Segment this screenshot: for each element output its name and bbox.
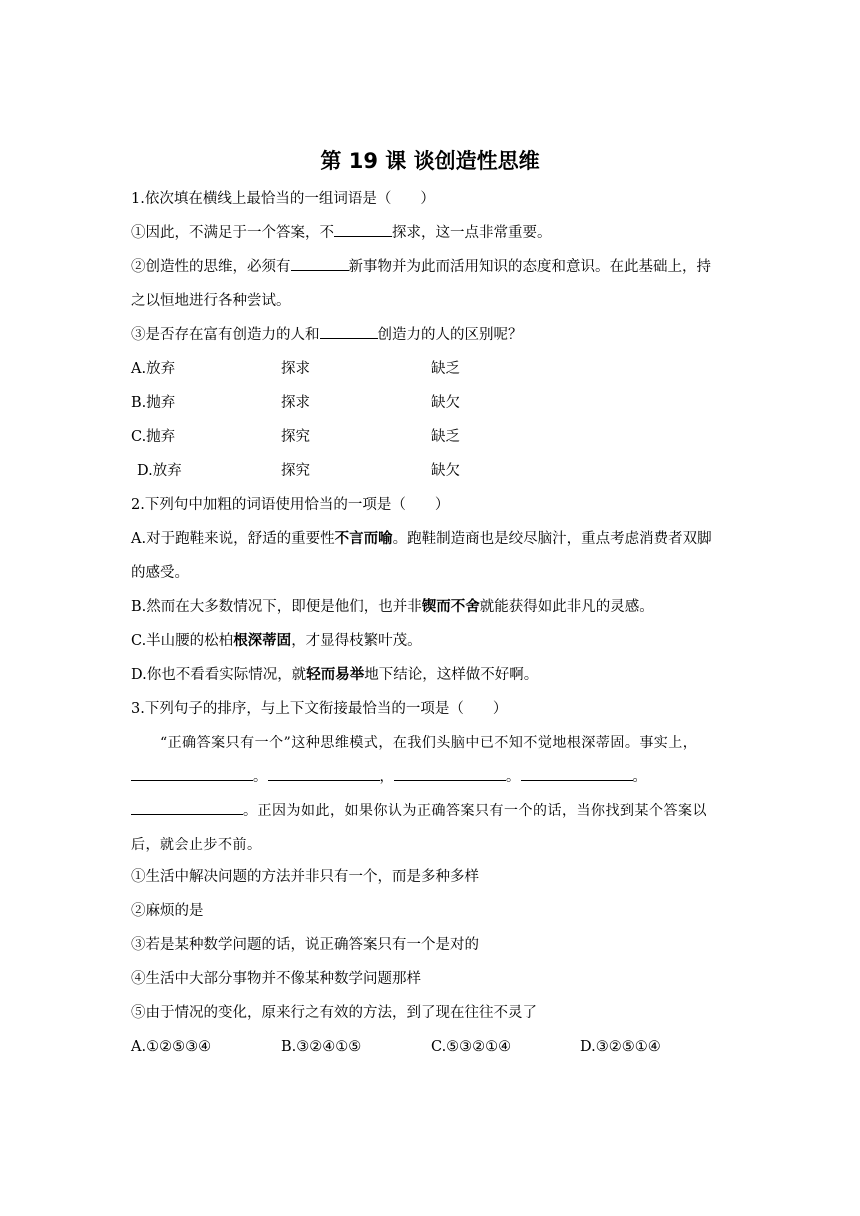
q3-passage-line-2: [131, 766, 741, 788]
q2-stem: 2.下列句中加粗的词语使用恰当的一项是（ ）: [131, 497, 450, 513]
q1-s3-pre: ③是否存在富有创造力的人和: [131, 327, 320, 343]
q1-s2-post: 新事物并为此而活用知识的态度和意识。在此基础上，持: [348, 259, 711, 275]
q2-c-bold-term: 根深蒂固: [233, 633, 292, 649]
q2-option-b[interactable]: [131, 596, 741, 618]
answer-blank[interactable]: [334, 222, 392, 237]
q2-b-bold-term: 锲而不舍: [421, 599, 480, 615]
q1-s1-pre: ①因此，不满足于一个答案，不: [131, 225, 334, 241]
q1-option-d-word3: 缺欠: [431, 463, 460, 479]
q1-s3-post: 创造力的人的区别呢？: [377, 327, 523, 343]
q3-passage-line-1: “正确答案只有一个”这种思维模式，在我们头脑中已不知不觉地根深蒂固。事实上，: [160, 735, 698, 751]
q1-option-b-label[interactable]: B.抛弃: [131, 395, 176, 411]
q1-option-a-word3: 缺乏: [431, 361, 460, 377]
q2-a-bold-term: 不言而喻: [334, 531, 393, 547]
q3-option-a[interactable]: A.①②⑤③④: [131, 1039, 212, 1055]
q3-item-2: ②麻烦的是: [131, 903, 204, 919]
answer-blank[interactable]: [268, 766, 380, 781]
answer-blank[interactable]: [131, 766, 253, 781]
answer-blank[interactable]: [320, 324, 378, 339]
q1-option-a-word2: 探求: [281, 361, 310, 377]
q2-d-bold-term: 轻而易举: [306, 667, 365, 683]
q3-item-5: ⑤由于情况的变化，原来行之有效的方法，到了现在往往不灵了: [131, 1005, 537, 1021]
q3-option-d[interactable]: D.③②⑤①④: [580, 1039, 661, 1055]
q1-option-c-word2: 探究: [281, 429, 310, 445]
q3-passage-text-3: 。正因为如此，如果你认为正确答案只有一个的话，当你找到某个答案以: [243, 803, 707, 819]
q3-option-c[interactable]: C.⑤③②①④: [431, 1039, 512, 1055]
q1-option-b-word3: 缺欠: [431, 395, 460, 411]
q1-option-c-label[interactable]: C.抛弃: [131, 429, 176, 445]
answer-blank[interactable]: [291, 256, 349, 271]
answer-blank[interactable]: [521, 766, 633, 781]
q1-sentence-1: [131, 222, 741, 244]
page-title: 第 19 课 谈创造性思维: [320, 149, 540, 173]
q1-s2-pre: ②创造性的思维，必须有: [131, 259, 291, 275]
q3-passage-line-4: 后，就会止步不前。: [131, 837, 262, 853]
q2-a-post: 。跑鞋制造商也是绞尽脑汁，重点考虑消费者双脚: [392, 531, 712, 547]
q1-option-a-label[interactable]: A.放弃: [131, 361, 176, 377]
q2-d-post: 地下结论，这样做不好啊。: [364, 667, 539, 683]
q1-sentence-2: [131, 256, 741, 278]
q2-b-pre: B.然而在大多数情况下，即便是他们，也并非: [131, 599, 422, 615]
q2-option-c[interactable]: [131, 630, 741, 652]
q2-c-post: ，才显得枝繁叶茂。: [291, 633, 422, 649]
answer-blank[interactable]: [131, 800, 243, 815]
q3-passage-line-3: [131, 800, 741, 822]
q3-item-4: ④生活中大部分事物并不像某种数学问题那样: [131, 971, 421, 987]
q3-sep-4: 。: [632, 769, 647, 785]
q2-a-pre: A.对于跑鞋来说，舒适的重要性: [131, 531, 335, 547]
q1-option-b-word2: 探求: [281, 395, 310, 411]
q3-option-b[interactable]: B.③②④①⑤: [281, 1039, 362, 1055]
q3-sep-2: ，: [379, 769, 394, 785]
q1-sentence-2-cont: 之以恒地进行各种尝试。: [131, 293, 291, 309]
q1-s1-post: 探求，这一点非常重要。: [392, 225, 552, 241]
q1-stem: 1.依次填在横线上最恰当的一组词语是（ ）: [131, 191, 435, 207]
q3-stem: 3.下列句子的排序，与上下文衔接最恰当的一项是（ ）: [131, 701, 508, 717]
q2-option-d[interactable]: [131, 664, 741, 686]
q1-option-d-word2: 探究: [281, 463, 310, 479]
q2-b-post: 就能获得如此非凡的灵感。: [479, 599, 654, 615]
q3-sep-1: 。: [253, 769, 268, 785]
q2-d-pre: D.你也不看看实际情况，就: [131, 667, 307, 683]
q3-sep-3: 。: [506, 769, 521, 785]
answer-blank[interactable]: [394, 766, 506, 781]
q1-sentence-3: [131, 324, 741, 346]
q2-c-pre: C.半山腰的松柏: [131, 633, 234, 649]
q1-option-c-word3: 缺乏: [431, 429, 460, 445]
q2-option-a[interactable]: [131, 528, 741, 550]
q2-option-a-cont: 的感受。: [131, 565, 189, 581]
q3-item-1: ①生活中解决问题的方法并非只有一个，而是多种多样: [131, 869, 479, 885]
q1-option-d-label[interactable]: D.放弃: [137, 463, 182, 479]
q3-item-3: ③若是某种数学问题的话，说正确答案只有一个是对的: [131, 937, 479, 953]
